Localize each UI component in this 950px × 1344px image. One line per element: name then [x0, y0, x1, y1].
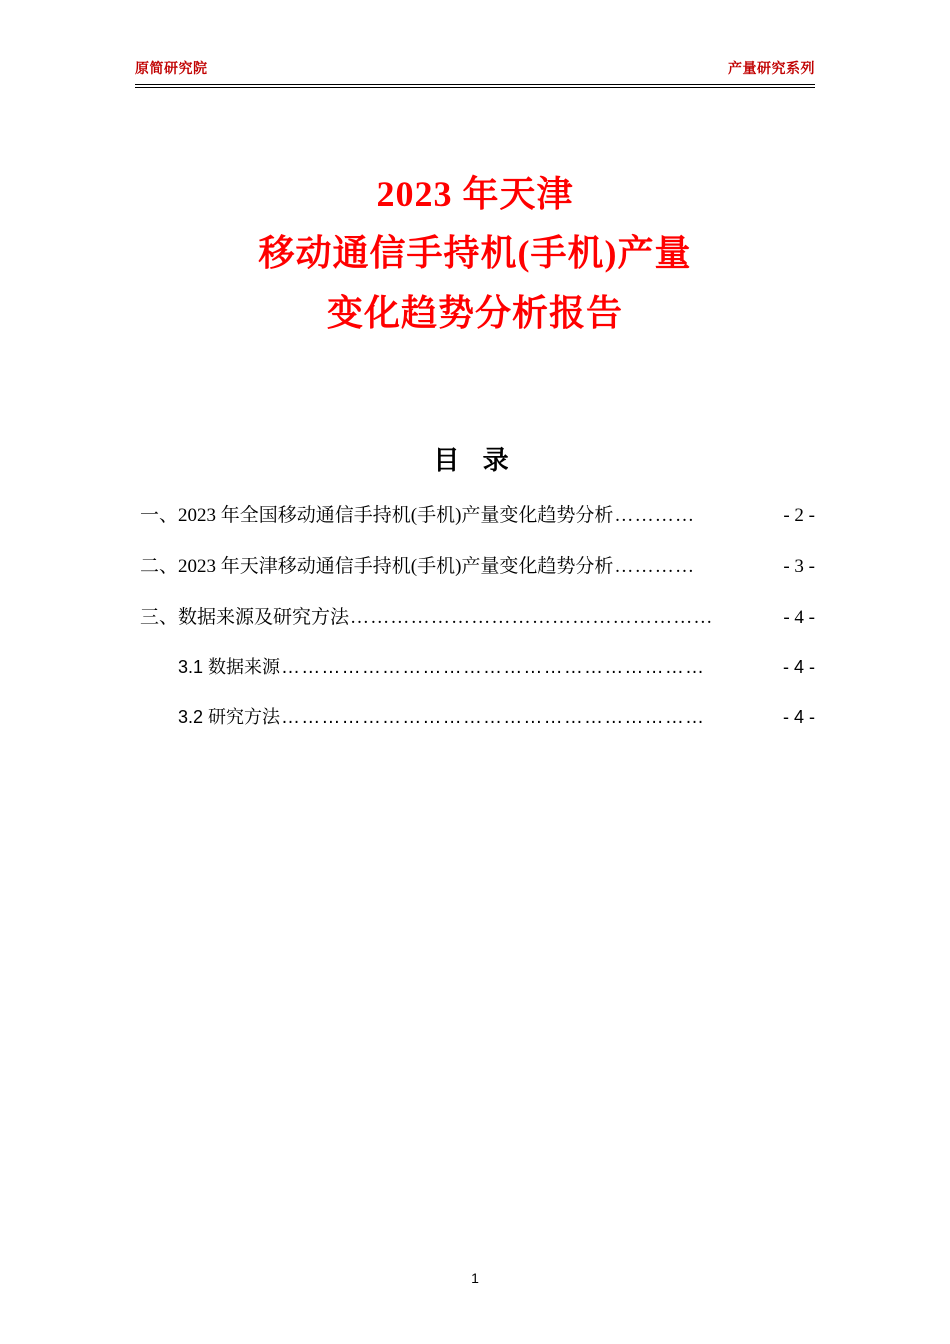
toc-entry-3-1[interactable]	[140, 653, 815, 679]
toc-page-number: - 4 -	[782, 707, 815, 727]
toc-entry-3-2[interactable]	[140, 703, 815, 729]
toc-page-number: - 2 -	[783, 505, 815, 526]
toc-leader-dots: ………………………………………………	[350, 607, 714, 628]
toc-page-number: - 4 -	[782, 657, 815, 677]
footer-page-number: 1	[471, 1270, 479, 1286]
toc-leader-dots: ………………………………………………………	[281, 657, 706, 678]
toc-entry-3[interactable]	[140, 602, 815, 629]
page-footer	[0, 1270, 950, 1286]
toc-entry-label: 一、2023 年全国移动通信手持机(手机)产量变化趋势分析	[140, 505, 614, 526]
toc-leader-dots: …………	[614, 505, 696, 526]
toc-heading: 目 录	[433, 445, 517, 475]
toc-entry-label: 3.1 数据来源	[178, 657, 281, 677]
toc-entry-2[interactable]	[140, 551, 815, 578]
toc-leader-dots: …………	[614, 556, 696, 577]
header-left-text: 原简研究院	[135, 60, 208, 76]
running-header	[135, 58, 815, 82]
toc-page-number: - 4 -	[783, 607, 815, 628]
toc-entry-1[interactable]	[140, 500, 815, 527]
toc-entry-label: 三、数据来源及研究方法	[140, 607, 350, 628]
header-divider	[135, 84, 815, 85]
title-line-2: 移动通信手持机(手机)产量	[258, 233, 692, 274]
toc-entry-label: 3.2 研究方法	[178, 707, 281, 727]
title-line-1: 2023 年天津	[376, 174, 574, 214]
title-line-3: 变化趋势分析报告	[326, 292, 623, 333]
table-of-contents	[140, 500, 815, 753]
toc-page-number: - 3 -	[783, 556, 815, 577]
header-right-text: 产量研究系列	[728, 60, 815, 76]
toc-entry-label: 二、2023 年天津移动通信手持机(手机)产量变化趋势分析	[140, 556, 614, 577]
document-title	[135, 165, 815, 343]
toc-leader-dots: ………………………………………………………	[281, 707, 706, 728]
